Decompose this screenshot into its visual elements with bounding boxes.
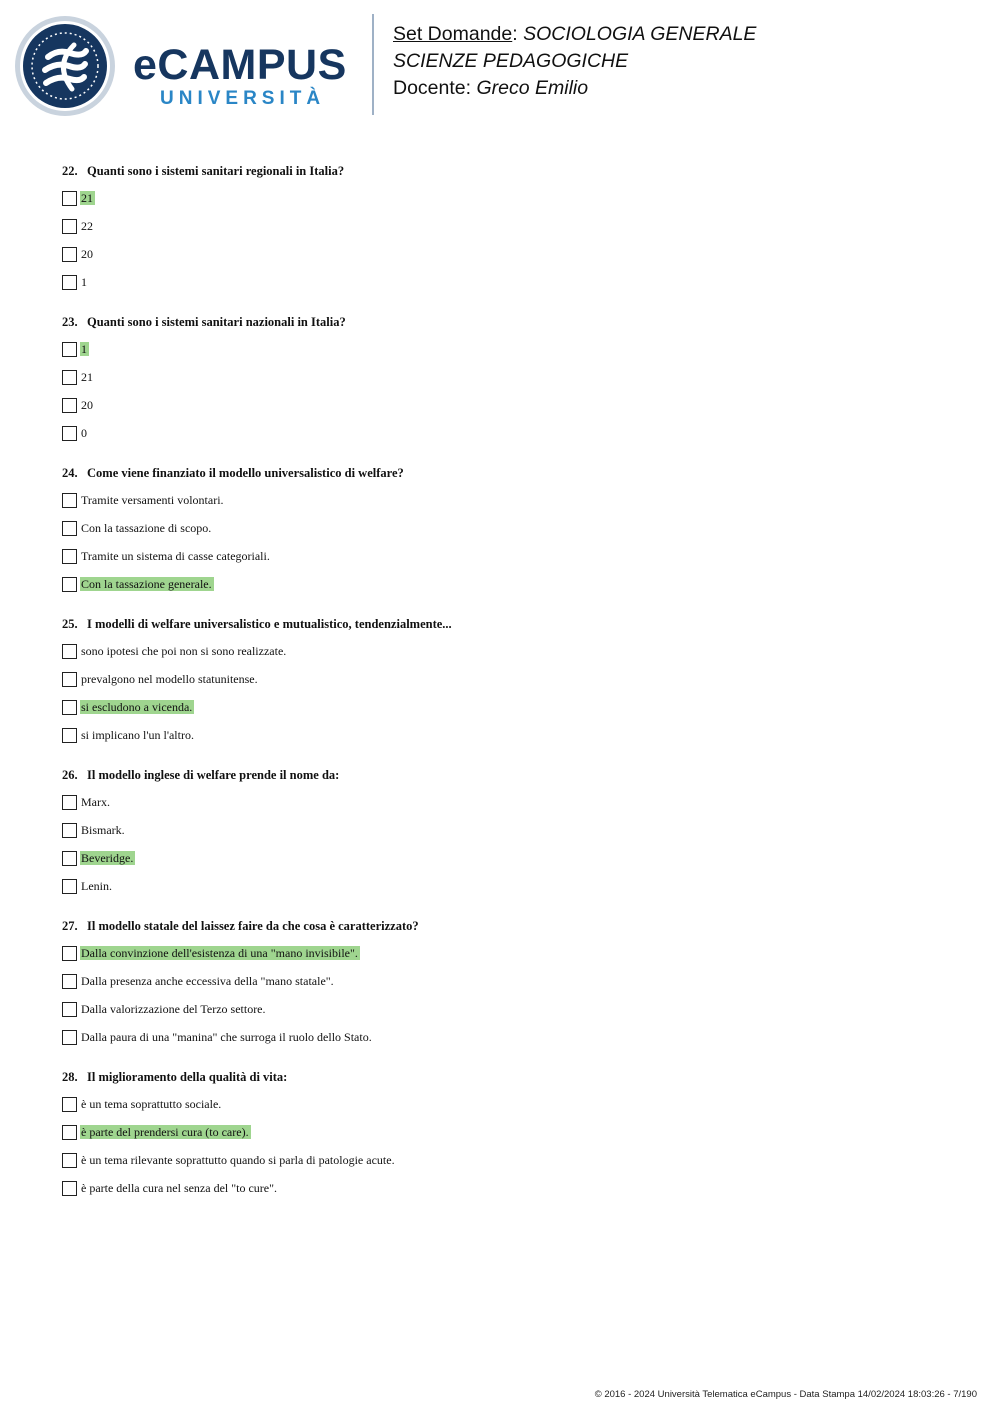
answer-checkbox[interactable] xyxy=(62,1030,77,1045)
answer-checkbox[interactable] xyxy=(62,577,77,592)
header-divider xyxy=(372,14,374,115)
answer-label: Dalla paura di una "manina" che surroga il ruolo dello Stato. xyxy=(81,1030,372,1044)
set-label: Set Domande xyxy=(393,23,513,45)
question-block xyxy=(62,158,942,296)
question-number: 24. xyxy=(62,466,78,480)
answer-option[interactable] xyxy=(62,995,942,1023)
answer-option[interactable] xyxy=(62,240,942,268)
answer-checkbox[interactable] xyxy=(62,370,77,385)
question-text: Il modello inglese di welfare prende il nome da: xyxy=(87,768,340,782)
question-title xyxy=(62,611,942,637)
answer-checkbox[interactable] xyxy=(62,823,77,838)
answer-label: 0 xyxy=(81,426,87,440)
answer-checkbox[interactable] xyxy=(62,1181,77,1196)
question-text: I modelli di welfare universalistico e mutualistico, tendenzialmente... xyxy=(87,617,452,631)
page-footer: © 2016 - 2024 Università Telematica eCampus - Data Stampa 14/02/2024 18:03:26 - 7/190 xyxy=(594,1389,977,1400)
answer-checkbox[interactable] xyxy=(62,1002,77,1017)
answer-checkbox[interactable] xyxy=(62,1097,77,1112)
answer-checkbox[interactable] xyxy=(62,426,77,441)
answer-option[interactable] xyxy=(62,721,942,749)
answer-checkbox[interactable] xyxy=(62,521,77,536)
answer-label-correct: Con la tassazione generale. xyxy=(81,577,212,591)
answer-option[interactable] xyxy=(62,816,942,844)
question-list xyxy=(62,158,942,1215)
answer-label: 22 xyxy=(81,219,93,233)
answer-option[interactable] xyxy=(62,335,942,363)
answer-label: sono ipotesi che poi non si sono realizzate. xyxy=(81,644,287,658)
answer-checkbox[interactable] xyxy=(62,672,77,687)
answer-label-correct: Beveridge. xyxy=(81,851,134,865)
question-block xyxy=(62,309,942,447)
answer-checkbox[interactable] xyxy=(62,851,77,866)
answer-option[interactable] xyxy=(62,1023,942,1051)
answer-label: è un tema rilevante soprattutto quando si parla di patologie acute. xyxy=(81,1153,395,1167)
question-title xyxy=(62,309,942,335)
question-block xyxy=(62,913,942,1051)
answer-option[interactable] xyxy=(62,939,942,967)
answer-checkbox[interactable] xyxy=(62,644,77,659)
header-info xyxy=(393,21,756,102)
question-number: 22. xyxy=(62,164,78,178)
answer-option[interactable] xyxy=(62,212,942,240)
answer-checkbox[interactable] xyxy=(62,191,77,206)
answer-label: Lenin. xyxy=(81,879,112,893)
answer-option[interactable] xyxy=(62,665,942,693)
teacher-label: Docente: xyxy=(393,77,472,99)
answer-label: 20 xyxy=(81,398,93,412)
ecampus-seal-logo xyxy=(14,15,116,117)
answer-option[interactable] xyxy=(62,788,942,816)
answer-label: si implicano l'un l'altro. xyxy=(81,728,194,742)
question-number: 28. xyxy=(62,1070,78,1084)
question-number: 23. xyxy=(62,315,78,329)
answer-option[interactable] xyxy=(62,872,942,900)
answer-label: Tramite versamenti volontari. xyxy=(81,493,224,507)
answer-checkbox[interactable] xyxy=(62,275,77,290)
answer-label-correct: si escludono a vicenda. xyxy=(81,700,193,714)
question-block xyxy=(62,611,942,749)
answer-option[interactable] xyxy=(62,268,942,296)
answer-checkbox[interactable] xyxy=(62,946,77,961)
answer-label-correct: Dalla convinzione dell'esistenza di una "mano invisibile". xyxy=(81,946,358,960)
answer-option[interactable] xyxy=(62,637,942,665)
brand-subtitle: UNIVERSITÀ xyxy=(160,88,326,109)
answer-label: prevalgono nel modello statunitense. xyxy=(81,672,258,686)
teacher-line xyxy=(393,75,756,102)
answer-option[interactable] xyxy=(62,693,942,721)
answer-label-correct: 1 xyxy=(81,342,87,356)
question-title xyxy=(62,460,942,486)
question-title xyxy=(62,913,942,939)
question-block xyxy=(62,1064,942,1202)
answer-checkbox[interactable] xyxy=(62,247,77,262)
answer-option[interactable] xyxy=(62,542,942,570)
question-number: 26. xyxy=(62,768,78,782)
answer-option[interactable] xyxy=(62,1146,942,1174)
answer-label: Tramite un sistema di casse categoriali. xyxy=(81,549,270,563)
answer-option[interactable] xyxy=(62,363,942,391)
answer-label: Con la tassazione di scopo. xyxy=(81,521,212,535)
answer-label: è un tema soprattutto sociale. xyxy=(81,1097,222,1111)
answer-label: 21 xyxy=(81,370,93,384)
question-text: Il modello statale del laissez faire da che cosa è caratterizzato? xyxy=(87,919,419,933)
answer-label-correct: è parte del prendersi cura (to care). xyxy=(81,1125,249,1139)
answer-label: Dalla valorizzazione del Terzo settore. xyxy=(81,1002,266,1016)
set-line: Set Domande: SOCIOLOGIA GENERALE xyxy=(393,23,757,45)
answer-checkbox[interactable] xyxy=(62,398,77,413)
answer-option[interactable] xyxy=(62,1118,942,1146)
question-text: Quanti sono i sistemi sanitari nazionali in Italia? xyxy=(87,315,346,329)
answer-checkbox[interactable] xyxy=(62,974,77,989)
question-block xyxy=(62,460,942,598)
answer-checkbox[interactable] xyxy=(62,700,77,715)
page-header xyxy=(0,0,1000,130)
answer-checkbox[interactable] xyxy=(62,549,77,564)
question-title xyxy=(62,1064,942,1090)
answer-option[interactable] xyxy=(62,1090,942,1118)
answer-label: Bismark. xyxy=(81,823,125,837)
question-title xyxy=(62,158,942,184)
answer-option[interactable] xyxy=(62,844,942,872)
teacher-name: Greco Emilio xyxy=(476,77,589,99)
answer-option[interactable] xyxy=(62,419,942,447)
answer-label: Dalla presenza anche eccessiva della "mano statale". xyxy=(81,974,334,988)
ecampus-wordmark xyxy=(133,42,355,112)
question-text: Come viene finanziato il modello universalistico di welfare? xyxy=(87,466,404,480)
answer-option[interactable] xyxy=(62,391,942,419)
answer-option[interactable] xyxy=(62,1174,942,1202)
answer-checkbox[interactable] xyxy=(62,1153,77,1168)
answer-checkbox[interactable] xyxy=(62,795,77,810)
brand-name: eCAMPUS xyxy=(133,41,347,89)
answer-option[interactable] xyxy=(62,486,942,514)
answer-checkbox[interactable] xyxy=(62,219,77,234)
answer-label: Marx. xyxy=(81,795,110,809)
answer-checkbox[interactable] xyxy=(62,879,77,894)
answer-checkbox[interactable] xyxy=(62,1125,77,1140)
answer-checkbox[interactable] xyxy=(62,728,77,743)
question-title xyxy=(62,762,942,788)
question-number: 27. xyxy=(62,919,78,933)
course-name: SCIENZE PEDAGOGICHE xyxy=(393,50,629,72)
answer-option[interactable] xyxy=(62,184,942,212)
answer-option[interactable] xyxy=(62,967,942,995)
question-text: Il miglioramento della qualità di vita: xyxy=(87,1070,288,1084)
answer-label: 20 xyxy=(81,247,93,261)
answer-label: 1 xyxy=(81,275,87,289)
question-number: 25. xyxy=(62,617,78,631)
answer-checkbox[interactable] xyxy=(62,493,77,508)
answer-label-correct: 21 xyxy=(81,191,93,205)
subject-name: SOCIOLOGIA GENERALE xyxy=(523,23,757,45)
answer-option[interactable] xyxy=(62,514,942,542)
answer-option[interactable] xyxy=(62,570,942,598)
question-block xyxy=(62,762,942,900)
answer-checkbox[interactable] xyxy=(62,342,77,357)
question-text: Quanti sono i sistemi sanitari regionali in Italia? xyxy=(87,164,345,178)
answer-label: è parte della cura nel senza del "to cure". xyxy=(81,1181,278,1195)
